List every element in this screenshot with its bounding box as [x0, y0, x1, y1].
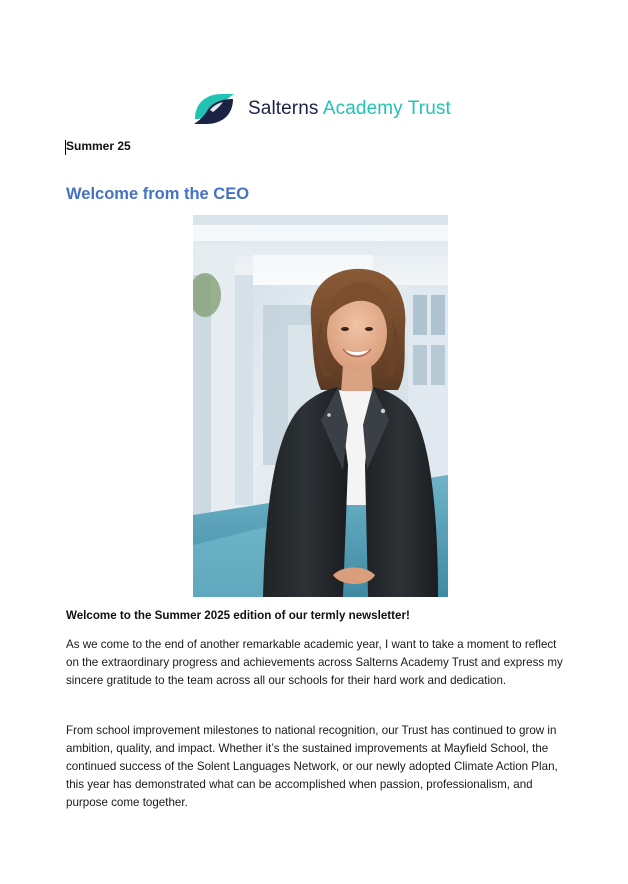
section-heading: Welcome from the CEO — [66, 185, 250, 203]
ceo-portrait-photo — [193, 215, 448, 597]
logo-word-academy-trust: Academy Trust — [322, 98, 451, 119]
edition-label: Summer 25 — [66, 139, 131, 153]
paragraph-2: From school improvement milestones to national recognition, our Trust has continued to grow in ambition, quality, and impact. Whether it’s the sustained improvements at Mayfield School, the continued success of the Solent Languages Network, or our newly adopted Climate Action Plan, this year has demonstrated what can be accomplished when passion, professionalism, and purpose come together. — [66, 724, 558, 809]
logo-wordmark — [248, 92, 451, 126]
paragraph-1: As we come to the end of another remarkable academic year, I want to take a moment to reflect on the extraordinary progress and achievements across Salterns Academy Trust and express my sincere gratitude to the team across all our schools for their hard work and dedication. — [66, 638, 563, 687]
newsletter-intro: Welcome to the Summer 2025 edition of our termly newsletter! — [66, 609, 410, 622]
trust-logo — [192, 92, 451, 126]
salterns-swirl-logo-icon — [192, 92, 236, 126]
logo-word-salterns: Salterns — [248, 98, 319, 119]
